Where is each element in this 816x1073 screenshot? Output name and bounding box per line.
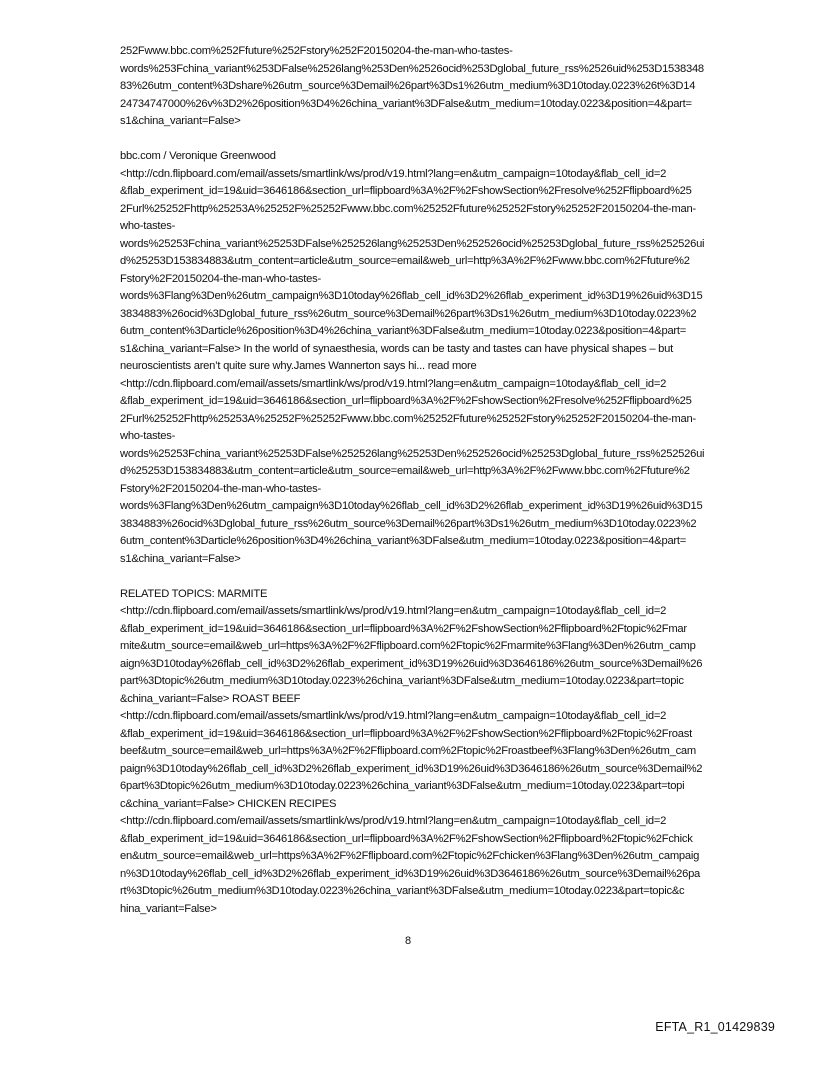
- text-line: &china_variant=False> ROAST BEEF: [120, 692, 301, 705]
- text-line: 3834883%26ocid%3Dglobal_future_rss%26utm_source%3Demail%26part%3Ds1%26utm_medium%3D10today.0223%2: [120, 517, 697, 530]
- text-line: 6part%3Dtopic%26utm_medium%3D10today.0223%26china_variant%3DFalse&utm_medium=10today.0223&part=topi: [120, 780, 685, 792]
- text-line: Fstory%2F20150204-the-man-who-tastes-: [120, 272, 321, 285]
- text-line: who-tastes-: [120, 430, 176, 442]
- paragraph-spacer: [120, 131, 720, 149]
- text-line: 6utm_content%3Darticle%26position%3D4%26china_variant%3DFalse&utm_medium=10today.0223&position=4&part=: [120, 535, 687, 547]
- text-line: s1&china_variant=False> In the world of synaesthesia, words can be tasty and tastes can have physical shapes – but: [120, 342, 673, 355]
- text-line: words%3Flang%3Den%26utm_campaign%3D10today%26flab_cell_id%3D2%26flab_experiment_id%3D19%26uid%3D15: [120, 290, 703, 302]
- text-line: <http://cdn.flipboard.com/email/assets/smartlink/ws/prod/v19.html?lang=en&utm_campaign=10today&flab_cell_id=2: [120, 815, 667, 827]
- text-line: 2Furl%25252Fhttp%25253A%25252F%25252Fwww.bbc.com%25252Ffuture%25252Fstory%25252F20150204-the-man-: [120, 202, 696, 215]
- text-line: words%3Flang%3Den%26utm_campaign%3D10today%26flab_cell_id%3D2%26flab_experiment_id%3D19%26uid%3D15: [120, 500, 703, 512]
- text-line: &flab_experiment_id=19&uid=3646186&section_url=flipboard%3A%2F%2FshowSection%2Fflipboard%2Ftopic%2Froast: [120, 727, 692, 740]
- paragraph-spacer: [120, 568, 720, 586]
- text-line: words%25253Fchina_variant%25253DFalse%252526lang%25253Den%252526ocid%25253Dglobal_future_rss%252526ui: [120, 237, 705, 250]
- text-line: mite&utm_source=email&web_url=https%3A%2F%2Fflipboard.com%2Ftopic%2Fmarmite%3Flang%3Den%26utm_camp: [120, 640, 696, 652]
- bates-stamp: EFTA_R1_01429839: [655, 1020, 775, 1034]
- paragraph: [120, 586, 720, 919]
- text-line: aign%3D10today%26flab_cell_id%3D2%26flab_experiment_id%3D19%26uid%3D3646186%26utm_source%3Demail%26: [120, 657, 703, 670]
- text-line: &flab_experiment_id=19&uid=3646186&section_url=flipboard%3A%2F%2FshowSection%2Fflipboard%2Ftopic%2Fchick: [120, 832, 693, 845]
- text-line: <http://cdn.flipboard.com/email/assets/smartlink/ws/prod/v19.html?lang=en&utm_campaign=10today&flab_cell_id=2: [120, 605, 667, 617]
- paragraph: [120, 43, 720, 131]
- text-line: 24734747000%26v%3D2%26position%3D4%26china_variant%3DFalse&utm_medium=10today.0223&position=4&part=: [120, 97, 692, 110]
- text-line: s1&china_variant=False>: [120, 552, 241, 565]
- text-line: n%3D10today%26flab_cell_id%3D2%26flab_experiment_id%3D19%26uid%3D3646186%26utm_source%3Demail%26pa: [120, 867, 701, 880]
- text-line: s1&china_variant=False>: [120, 115, 241, 127]
- text-line: beef&utm_source=email&web_url=https%3A%2F%2Fflipboard.com%2Ftopic%2Froastbeef%3Flang%3Den%26utm_cam: [120, 745, 696, 757]
- text-line: &flab_experiment_id=19&uid=3646186&section_url=flipboard%3A%2F%2FshowSection%2Fflipboard%2Ftopic%2Fmar: [120, 622, 687, 635]
- text-line: c&china_variant=False> CHICKEN RECIPES: [120, 797, 337, 810]
- text-line: 2Furl%25252Fhttp%25253A%25252F%25252Fwww.bbc.com%25252Ffuture%25252Fstory%25252F20150204-the-man-: [120, 412, 696, 425]
- text-line: paign%3D10today%26flab_cell_id%3D2%26flab_experiment_id%3D19%26uid%3D3646186%26utm_source%3Demail%2: [120, 762, 703, 775]
- text-line: d%25253D153834883&utm_content=article&utm_source=email&web_url=http%3A%2F%2Fwww.bbc.com%2Ffuture%2: [120, 465, 690, 477]
- text-line: 6utm_content%3Darticle%26position%3D4%26china_variant%3DFalse&utm_medium=10today.0223&position=4&part=: [120, 325, 687, 337]
- text-line: bbc.com / Veronique Greenwood: [120, 150, 276, 162]
- text-line: words%25253Fchina_variant%25253DFalse%252526lang%25253Den%252526ocid%25253Dglobal_future_rss%252526ui: [120, 447, 705, 460]
- text-line: hina_variant=False>: [120, 902, 217, 915]
- paragraph: [120, 148, 720, 568]
- page-number: 8: [404, 935, 412, 947]
- text-line: 252Fwww.bbc.com%252Ffuture%252Fstory%252F20150204-the-man-who-tastes-: [120, 45, 513, 57]
- text-line: part%3Dtopic%26utm_medium%3D10today.0223%26china_variant%3DFalse&utm_medium=10today.0223&part=topic: [120, 675, 684, 687]
- text-line: &flab_experiment_id=19&uid=3646186&section_url=flipboard%3A%2F%2FshowSection%2Fresolve%252Fflipboard%25: [120, 185, 692, 197]
- text-line: <http://cdn.flipboard.com/email/assets/smartlink/ws/prod/v19.html?lang=en&utm_campaign=10today&flab_cell_id=2: [120, 167, 667, 180]
- text-line: d%25253D153834883&utm_content=article&utm_source=email&web_url=http%3A%2F%2Fwww.bbc.com%2Ffuture%2: [120, 255, 690, 267]
- text-line: &flab_experiment_id=19&uid=3646186&section_url=flipboard%3A%2F%2FshowSection%2Fresolve%252Fflipboard%25: [120, 395, 692, 407]
- text-line: RELATED TOPICS: MARMITE: [120, 587, 268, 600]
- text-line: neuroscientists aren’t quite sure why.James Wannerton says hi... read more: [120, 360, 477, 372]
- text-line: Fstory%2F20150204-the-man-who-tastes-: [120, 482, 321, 495]
- text-line: rt%3Dtopic%26utm_medium%3D10today.0223%26china_variant%3DFalse&utm_medium=10today.0223&part=topic&c: [120, 885, 685, 897]
- text-line: <http://cdn.flipboard.com/email/assets/smartlink/ws/prod/v19.html?lang=en&utm_campaign=10today&flab_cell_id=2: [120, 710, 667, 722]
- document-body: [120, 43, 720, 918]
- text-line: <http://cdn.flipboard.com/email/assets/smartlink/ws/prod/v19.html?lang=en&utm_campaign=10today&flab_cell_id=2: [120, 377, 667, 390]
- text-line: 83%26utm_content%3Dshare%26utm_source%3Demail%26part%3Ds1%26utm_medium%3D10today.0223%26t%3D14: [120, 80, 696, 92]
- text-line: words%253Fchina_variant%253DFalse%2526lang%253Den%2526ocid%253Dglobal_future_rss%2526uid%253D1538348: [120, 62, 704, 75]
- text-line: who-tastes-: [120, 220, 176, 232]
- text-line: en&utm_source=email&web_url=https%3A%2F%2Fflipboard.com%2Ftopic%2Fchicken%3Flang%3Den%26utm_campaig: [120, 850, 700, 862]
- text-line: 3834883%26ocid%3Dglobal_future_rss%26utm_source%3Demail%26part%3Ds1%26utm_medium%3D10today.0223%2: [120, 307, 697, 320]
